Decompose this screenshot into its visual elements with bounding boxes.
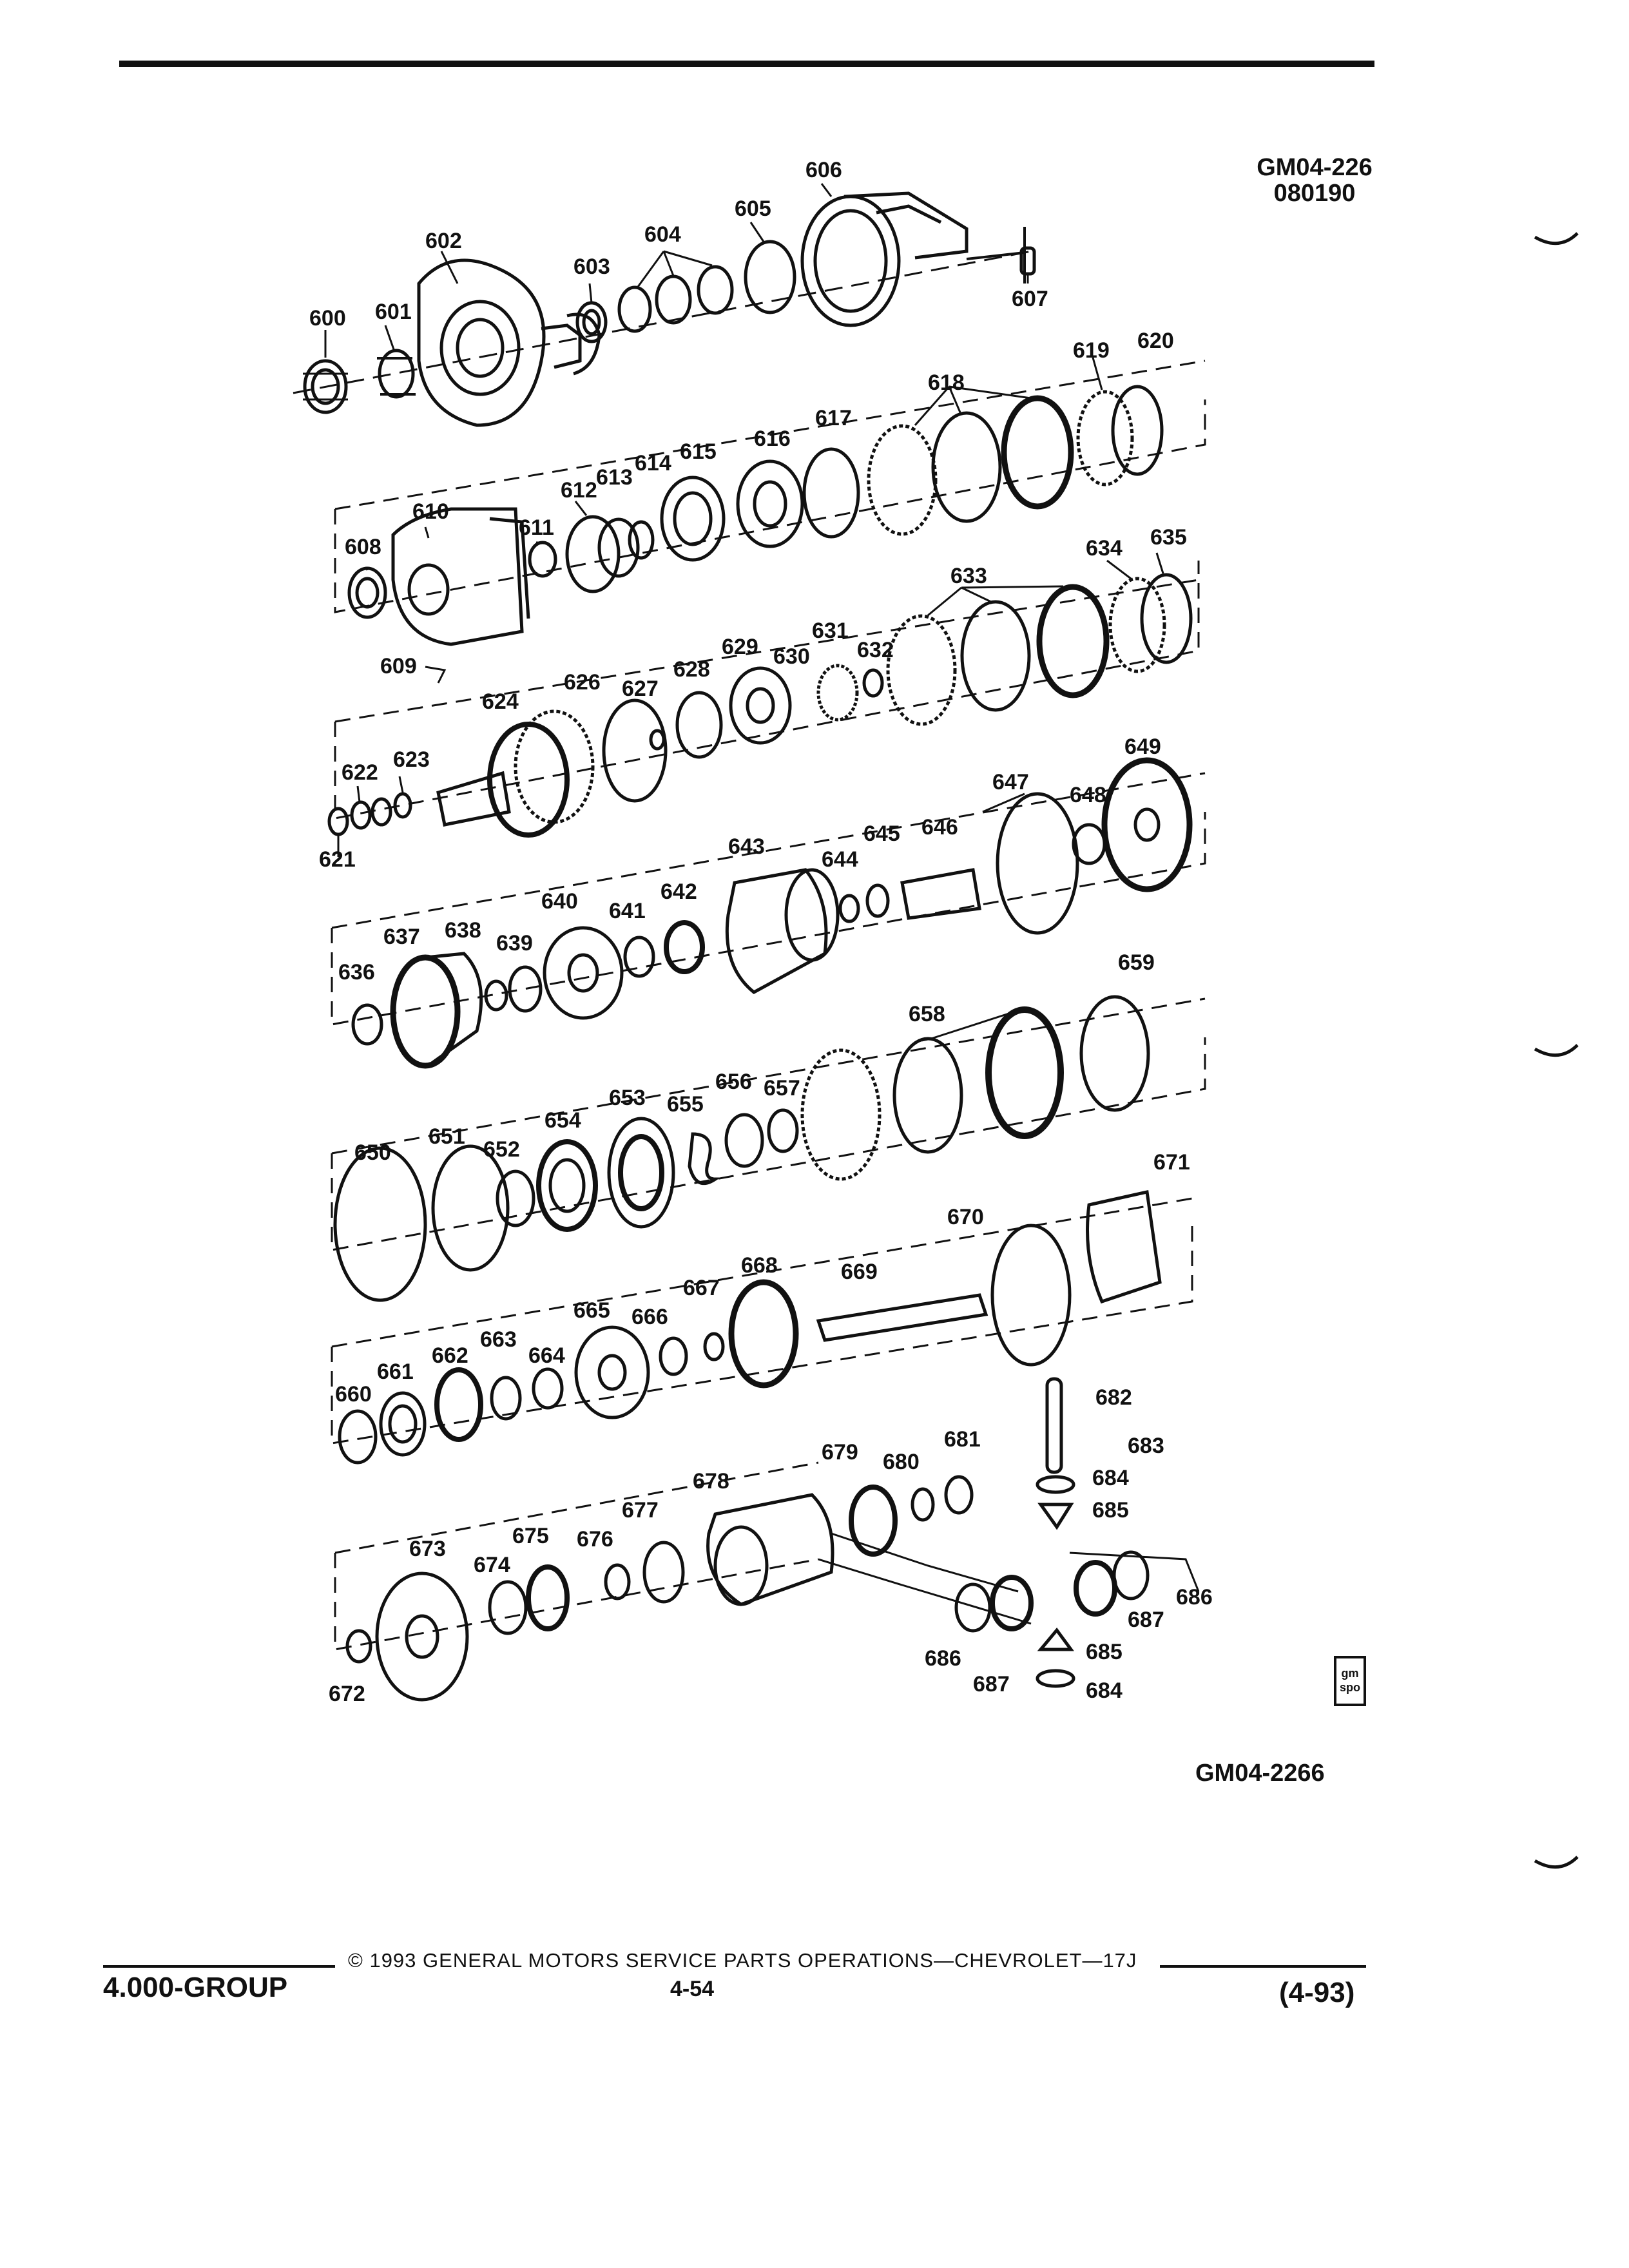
callout-602: 602 — [425, 229, 462, 253]
part-665-carrier — [576, 1327, 648, 1418]
binder-hole-mark — [1534, 232, 1579, 251]
callout-679: 679 — [822, 1440, 858, 1465]
callout-667: 667 — [683, 1276, 720, 1300]
part-687-gears — [992, 1562, 1115, 1629]
callout-600: 600 — [309, 306, 346, 331]
part-624-carrier — [438, 711, 593, 835]
part-674-bearing — [490, 1582, 526, 1633]
callout-618: 618 — [928, 370, 965, 395]
callout-636: 636 — [338, 960, 375, 985]
callout-682: 682 — [1095, 1385, 1132, 1410]
figure-code-bottom: GM04-2266 — [1195, 1760, 1325, 1787]
callout-665: 665 — [574, 1298, 610, 1323]
row-3-group — [329, 561, 1199, 835]
part-620-plate — [1113, 387, 1162, 474]
callout-661: 661 — [377, 1360, 414, 1384]
callout-660: 660 — [335, 1382, 372, 1407]
part-617-ring — [804, 449, 858, 537]
part-602-pump-housing — [419, 260, 599, 425]
callout-643: 643 — [728, 834, 765, 859]
part-631-gear — [818, 666, 857, 720]
part-681-bearing — [946, 1477, 972, 1513]
part-652-ring — [497, 1171, 534, 1225]
callout-655: 655 — [667, 1092, 704, 1117]
part-633-plates — [888, 587, 1106, 724]
callout-677: 677 — [622, 1498, 659, 1523]
part-656-ring — [726, 1115, 762, 1166]
part-612-seal — [567, 517, 619, 591]
part-619-plate — [1078, 392, 1132, 485]
part-647-ring — [998, 794, 1077, 933]
part-649-gear — [1104, 760, 1190, 889]
callout-650: 650 — [354, 1140, 391, 1165]
callout-664: 664 — [528, 1343, 565, 1368]
part-614-seal — [630, 522, 653, 558]
part-636-washer — [353, 1005, 381, 1044]
callout-621: 621 — [319, 847, 356, 872]
callout-615: 615 — [680, 439, 717, 464]
callout-656: 656 — [715, 1070, 752, 1094]
part-668-gear — [731, 1282, 796, 1385]
part-618-plates — [869, 398, 1071, 534]
part-635-plate — [1142, 575, 1191, 662]
callout-608: 608 — [345, 535, 381, 559]
part-645-ring — [867, 885, 888, 916]
part-670-ring — [992, 1225, 1070, 1365]
callout-632: 632 — [857, 638, 894, 662]
callout-681: 681 — [944, 1427, 981, 1452]
callout-606: 606 — [805, 158, 842, 182]
part-651-ring — [433, 1146, 508, 1270]
callout-626: 626 — [564, 670, 601, 695]
callout-658: 658 — [909, 1002, 945, 1026]
callout-612: 612 — [561, 478, 597, 503]
part-653-hub — [609, 1119, 673, 1227]
part-648-washer — [1074, 825, 1104, 863]
callout-610: 610 — [412, 499, 449, 524]
callout-673: 673 — [409, 1537, 446, 1561]
callout-617: 617 — [815, 406, 852, 430]
part-682-pin — [1047, 1379, 1061, 1472]
callout-629: 629 — [722, 635, 758, 659]
row-2-group — [335, 361, 1205, 683]
part-650-snap-ring — [335, 1148, 425, 1300]
binder-hole-mark — [1534, 1856, 1579, 1875]
part-658-plates — [894, 1010, 1061, 1152]
footer-page-number: 4-54 — [670, 1977, 715, 2001]
footer-rule-left — [103, 1965, 335, 1968]
callout-651: 651 — [429, 1124, 465, 1149]
part-671-band — [1088, 1192, 1161, 1302]
part-686-washers — [956, 1552, 1148, 1631]
callout-687-left: 687 — [973, 1672, 1010, 1696]
callout-662: 662 — [432, 1343, 468, 1368]
part-639-ring — [510, 967, 541, 1011]
callout-601: 601 — [375, 300, 412, 324]
part-679-ring — [851, 1487, 895, 1554]
callout-646: 646 — [921, 815, 958, 840]
callout-624: 624 — [482, 689, 519, 714]
part-661-bearing — [381, 1393, 425, 1455]
callout-labels — [309, 158, 1213, 1706]
part-644-ring — [840, 896, 858, 921]
callout-619: 619 — [1073, 338, 1110, 363]
callout-657: 657 — [764, 1076, 800, 1100]
part-655-clip — [689, 1134, 715, 1184]
part-677-ring — [644, 1542, 683, 1602]
callout-639: 639 — [496, 931, 533, 956]
callout-686-left: 686 — [925, 1646, 961, 1671]
callout-652: 652 — [483, 1137, 520, 1162]
callout-642: 642 — [660, 879, 697, 904]
binder-hole-mark — [1534, 1044, 1579, 1063]
callout-680: 680 — [883, 1450, 920, 1474]
part-615-piston — [662, 477, 724, 560]
part-676-washer — [606, 1565, 629, 1599]
callout-678: 678 — [693, 1469, 729, 1494]
callout-671: 671 — [1153, 1150, 1190, 1175]
part-643-drum — [727, 870, 838, 992]
part-673-drum — [377, 1573, 467, 1700]
callout-604: 604 — [644, 222, 681, 247]
part-669-shaft — [818, 1295, 986, 1340]
part-601-bushing — [377, 351, 416, 397]
callout-684-top: 684 — [1092, 1466, 1129, 1490]
callout-668: 668 — [741, 1253, 778, 1278]
part-604-rings — [619, 267, 732, 331]
footer-group-label: 4.000-GROUP — [103, 1972, 288, 2003]
callout-675: 675 — [512, 1524, 549, 1548]
callout-640: 640 — [541, 889, 578, 914]
part-678-differential-case — [708, 1495, 833, 1604]
callout-631: 631 — [812, 619, 849, 643]
callout-638: 638 — [445, 918, 481, 943]
callout-605: 605 — [735, 197, 771, 221]
callout-683: 683 — [1128, 1434, 1164, 1458]
part-680-washer — [912, 1489, 933, 1520]
callout-622: 622 — [342, 760, 378, 785]
part-654-ring — [539, 1142, 595, 1229]
part-606-brake-band — [802, 193, 967, 325]
part-666-ring — [660, 1338, 686, 1374]
part-626-ring — [604, 700, 666, 801]
callout-613: 613 — [596, 465, 633, 490]
part-663-ring — [492, 1378, 520, 1419]
callout-634: 634 — [1086, 536, 1123, 561]
figure-code-line2: 080190 — [1273, 180, 1356, 207]
callout-607: 607 — [1012, 287, 1048, 311]
callout-659: 659 — [1118, 950, 1155, 975]
part-667-ring — [705, 1334, 723, 1360]
part-657-ring — [769, 1110, 797, 1151]
part-605-snap-ring — [746, 242, 795, 312]
row-7-group — [335, 1379, 1199, 1700]
leader-lines — [325, 184, 1163, 1041]
callout-653: 653 — [609, 1086, 646, 1110]
callout-633: 633 — [950, 564, 987, 588]
callout-611: 611 — [519, 515, 554, 540]
callout-637: 637 — [383, 925, 420, 949]
row-6-group — [332, 1192, 1192, 1463]
part-664-ring — [534, 1369, 562, 1408]
part-610-drum — [393, 509, 528, 644]
callout-672: 672 — [329, 1682, 365, 1706]
callout-666: 666 — [631, 1305, 668, 1329]
callout-628: 628 — [673, 657, 710, 682]
callout-614: 614 — [635, 451, 671, 476]
part-641-ring — [625, 937, 653, 976]
callout-644: 644 — [822, 847, 858, 872]
callout-645: 645 — [863, 822, 900, 846]
gm-spo-logo: gm spo — [1334, 1656, 1366, 1706]
part-629-hub — [731, 668, 790, 743]
callout-685-top: 685 — [1092, 1498, 1129, 1523]
callout-603: 603 — [574, 255, 610, 279]
callout-623: 623 — [393, 747, 430, 772]
callout-616: 616 — [754, 427, 791, 451]
callout-669: 669 — [841, 1260, 878, 1284]
callout-648: 648 — [1070, 783, 1106, 807]
footer-copyright: © 1993 GENERAL MOTORS SERVICE PARTS OPERATIONS—CHEVROLET—17J — [348, 1949, 1137, 1972]
part-637-gear-ring — [393, 954, 481, 1066]
callout-685-bottom: 685 — [1086, 1640, 1123, 1664]
callout-635: 635 — [1150, 525, 1187, 550]
callout-684-bottom: 684 — [1086, 1678, 1123, 1703]
part-608-seal — [349, 568, 385, 617]
callout-670: 670 — [947, 1205, 984, 1229]
callout-686-right: 686 — [1176, 1585, 1213, 1610]
part-685-pinions — [1041, 1504, 1071, 1649]
callout-654: 654 — [545, 1108, 581, 1133]
callout-687-right: 687 — [1128, 1608, 1164, 1632]
callout-609: 609 — [380, 654, 417, 678]
footer-date: (4-93) — [1279, 1977, 1355, 2008]
callout-676: 676 — [577, 1527, 613, 1552]
part-688-plate — [802, 1050, 880, 1179]
part-627-washer — [651, 731, 664, 749]
callout-630: 630 — [773, 644, 810, 669]
callout-647: 647 — [992, 770, 1029, 794]
callout-620: 620 — [1137, 329, 1174, 353]
footer-rule-right — [1160, 1965, 1366, 1968]
part-611-ring — [530, 543, 555, 576]
callout-674: 674 — [474, 1553, 510, 1577]
callout-641: 641 — [609, 899, 646, 923]
callout-663: 663 — [480, 1327, 517, 1352]
part-616-spring — [738, 461, 802, 546]
callout-649: 649 — [1124, 735, 1161, 759]
part-675-gear — [528, 1567, 567, 1629]
callout-627: 627 — [622, 677, 659, 701]
part-642-bearing — [666, 923, 702, 972]
part-662-gear — [437, 1370, 481, 1439]
part-632-washer — [864, 670, 882, 696]
figure-code-line1: GM04-226 — [1257, 154, 1373, 181]
part-646-hub — [902, 870, 979, 918]
